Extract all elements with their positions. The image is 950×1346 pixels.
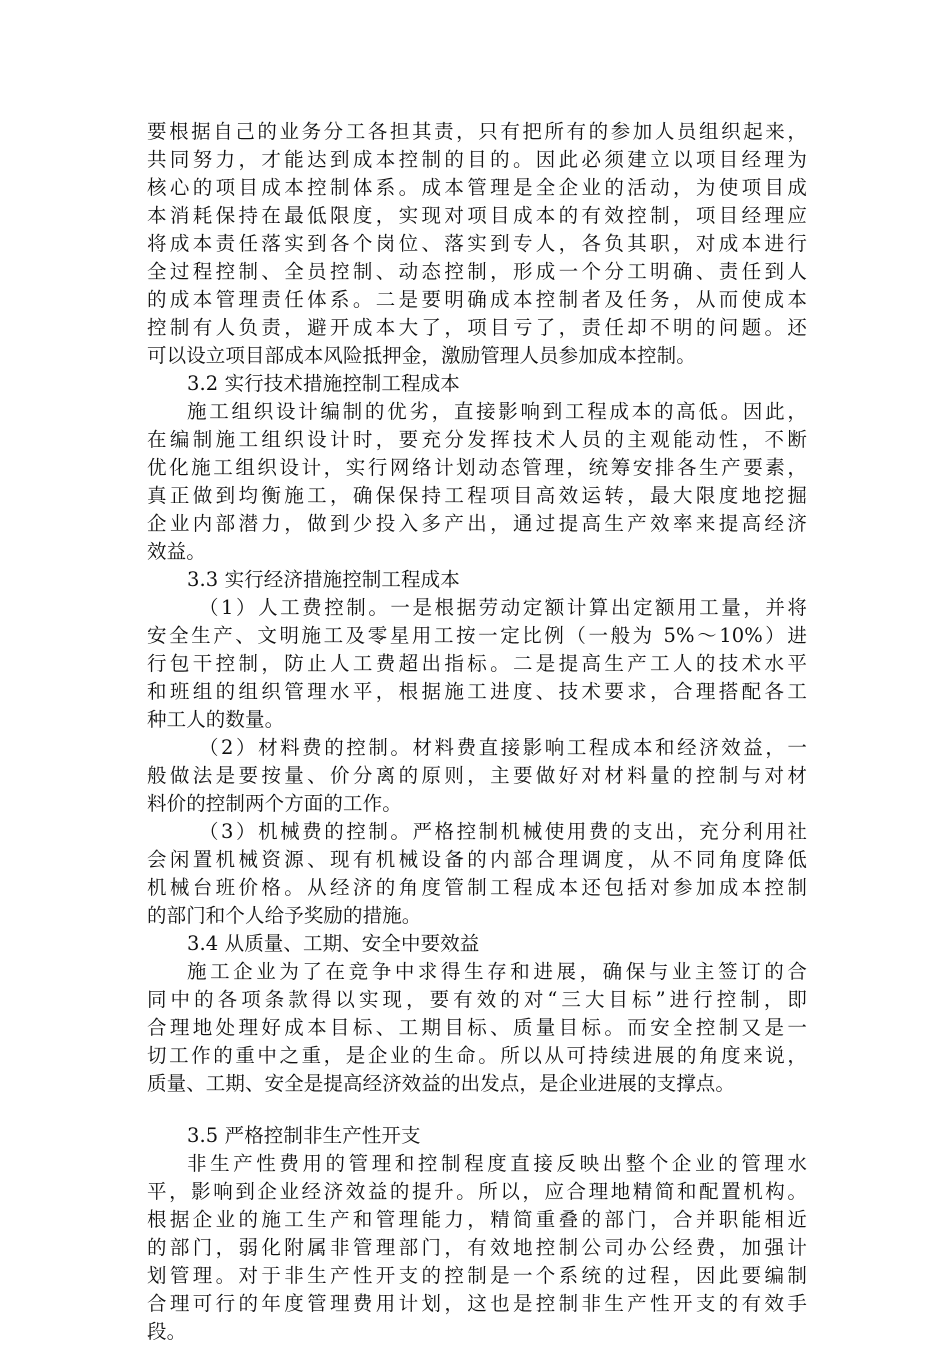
- paragraph-line: 会闲置机械资源、现有机械设备的内部合理调度，从不同角度降低: [147, 848, 807, 871]
- paragraph-line: 将成本责任落实到各个岗位、落实到专人，各负其职，对成本进行: [147, 232, 807, 255]
- paragraph-line: 合理地处理好成本目标、工期目标、质量目标。而安全控制又是一: [147, 1016, 807, 1039]
- paragraph-line: 般做法是要按量、价分离的原则，主要做好对材料量的控制与对材: [147, 764, 807, 787]
- paragraph: [147, 594, 807, 734]
- paragraph-line: 本消耗保持在最低限度，实现对项目成本的有效控制，项目经理应: [147, 204, 807, 227]
- paragraph: [147, 1150, 807, 1346]
- paragraph-line: 真正做到均衡施工，确保保持工程项目高效运转，最大限度地挖掘: [147, 484, 807, 507]
- paragraph-line: 施工企业为了在竞争中求得生存和进展，确保与业主签订的合: [187, 960, 807, 983]
- paragraph-line: 同中的各项条款得以实现，要有效的对“三大目标”进行控制，即: [147, 988, 807, 1011]
- paragraph-line: 企业内部潜力，做到少投入多产出，通过提高生产效率来提高经济: [147, 512, 807, 535]
- paragraph-line: 和班组的组织管理水平，根据施工进度、技术要求，合理搭配各工: [147, 680, 807, 703]
- paragraph-line: 切工作的重中之重，是企业的生命。所以从可持续进展的角度来说，: [147, 1044, 807, 1067]
- paragraph-line: 全过程控制、全员控制、动态控制，形成一个分工明确、责任到人: [147, 260, 807, 283]
- heading-text: 3.5 严格控制非生产性开支: [187, 1124, 421, 1147]
- section-heading: [147, 370, 807, 398]
- blank-gap: [147, 1098, 807, 1122]
- paragraph-line: 效益。: [147, 540, 206, 563]
- paragraph: [147, 118, 807, 370]
- paragraph-line: 优化施工组织设计，实行网络计划动态管理，统筹安排各生产要素，: [147, 456, 807, 479]
- paragraph-line: 可以设立项目部成本风险抵押金，激励管理人员参加成本控制。: [147, 344, 696, 367]
- paragraph-line: 合理可行的年度管理费用计划，这也是控制非生产性开支的有效手: [147, 1292, 807, 1315]
- paragraph-line: 质量、工期、安全是提高经济效益的出发点，是企业进展的支撑点。: [147, 1072, 736, 1095]
- heading-text: 3.2 实行技术措施控制工程成本: [187, 372, 460, 395]
- paragraph-line: 划管理。对于非生产性开支的控制是一个系统的过程，因此要编制: [147, 1264, 807, 1287]
- paragraph-line: 核心的项目成本控制体系。成本管理是全企业的活动，为使项目成: [147, 176, 807, 199]
- paragraph: [147, 734, 807, 818]
- document-page: [147, 118, 807, 1346]
- section-heading: [147, 1122, 807, 1150]
- paragraph-line: 段。: [147, 1320, 187, 1343]
- paragraph-line: 施工组织设计编制的优劣，直接影响到工程成本的高低。因此，: [187, 400, 807, 423]
- paragraph: [147, 398, 807, 566]
- paragraph: [147, 958, 807, 1098]
- heading-text: 3.4 从质量、工期、安全中要效益: [187, 932, 480, 955]
- paragraph-line: （3）机械费的控制。严格控制机械使用费的支出，充分利用社: [199, 820, 807, 843]
- paragraph-line: 机械台班价格。从经济的角度管制工程成本还包括对参加成本控制: [147, 876, 807, 899]
- paragraph-line: 在编制施工组织设计时，要充分发挥技术人员的主观能动性，不断: [147, 428, 807, 451]
- paragraph-line: （2）材料费的控制。材料费直接影响工程成本和经济效益，一: [199, 736, 807, 759]
- paragraph-line: 安全生产、文明施工及零星用工按一定比例（一般为 5%～10%）进: [147, 624, 807, 647]
- paragraph-line: 根据企业的施工生产和管理能力，精简重叠的部门，合并职能相近: [147, 1208, 807, 1231]
- paragraph-line: 的成本管理责任体系。二是要明确成本控制者及任务，从而使成本: [147, 288, 807, 311]
- paragraph-line: 控制有人负责，避开成本大了，项目亏了，责任却不明的问题。还: [147, 316, 807, 339]
- paragraph: [147, 818, 807, 930]
- paragraph-line: 平，影响到企业经济效益的提升。所以，应合理地精简和配置机构。: [147, 1180, 807, 1203]
- paragraph-line: （1）人工费控制。一是根据劳动定额计算出定额用工量，并将: [199, 596, 807, 619]
- section-heading: [147, 566, 807, 594]
- heading-text: 3.3 实行经济措施控制工程成本: [187, 568, 460, 591]
- paragraph-line: 行包干控制，防止人工费超出指标。二是提高生产工人的技术水平: [147, 652, 807, 675]
- paragraph-line: 的部门，弱化附属非管理部门，有效地控制公司办公经费，加强计: [147, 1236, 807, 1259]
- paragraph-line: 共同努力，才能达到成本控制的目的。因此必须建立以项目经理为: [147, 148, 807, 171]
- paragraph-line: 的部门和个人给予奖励的措施。: [147, 904, 422, 927]
- paragraph-line: 种工人的数量。: [147, 708, 285, 731]
- paragraph-line: 非生产性费用的管理和控制程度直接反映出整个企业的管理水: [187, 1152, 807, 1175]
- paragraph-line: 料价的控制两个方面的工作。: [147, 792, 402, 815]
- section-heading: [147, 930, 807, 958]
- paragraph-line: 要根据自己的业务分工各担其责，只有把所有的参加人员组织起来，: [147, 120, 807, 143]
